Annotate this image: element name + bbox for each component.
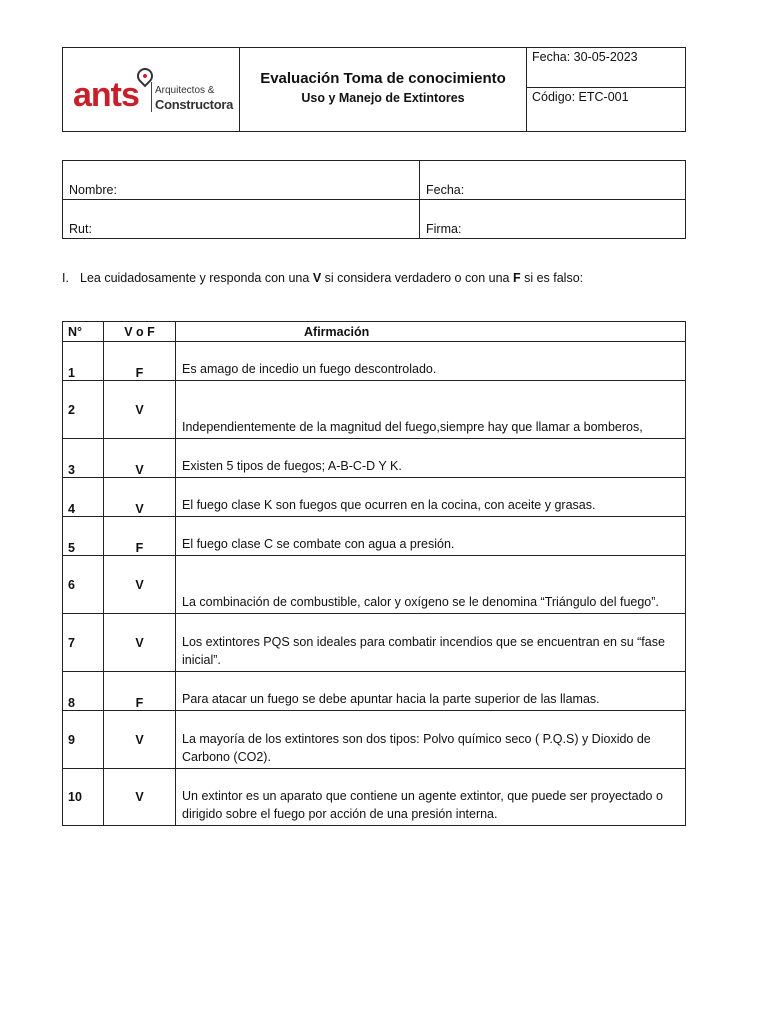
table-row xyxy=(63,342,686,381)
row-number: 9 xyxy=(63,711,104,769)
row-number: 1 xyxy=(63,342,104,381)
row-answer[interactable]: V xyxy=(104,769,176,826)
signature-field[interactable]: Firma: xyxy=(420,200,686,239)
document-subtitle: Uso y Manejo de Extintores xyxy=(301,91,465,105)
document-title: Evaluación Toma de conocimiento xyxy=(260,70,506,87)
row-answer[interactable]: V xyxy=(104,439,176,478)
table-row xyxy=(63,711,686,769)
row-answer[interactable]: V xyxy=(104,556,176,614)
row-statement: El fuego clase K son fuegos que ocurren en la cocina, con aceite y grasas. xyxy=(176,478,686,517)
company-logo xyxy=(73,68,233,118)
row-number: 10 xyxy=(63,769,104,826)
instruction-text-a: Lea cuidadosamente y responda con una xyxy=(80,271,313,285)
row-number: 5 xyxy=(63,517,104,556)
row-answer[interactable]: F xyxy=(104,517,176,556)
instruction-number: I. xyxy=(62,271,69,285)
row-number: 2 xyxy=(63,381,104,439)
student-info xyxy=(62,160,686,239)
row-number: 8 xyxy=(63,672,104,711)
header-statement: Afirmación xyxy=(176,322,686,342)
instruction-v: V xyxy=(312,271,322,285)
logo-brand: ants xyxy=(73,76,139,114)
table-row xyxy=(63,769,686,826)
row-statement: La combinación de combustible, calor y oxígeno se le denomina “Triángulo del fuego”. xyxy=(176,556,686,614)
row-statement: Los extintores PQS son ideales para combatir incendios que se encuentran en su “fase inicial”. xyxy=(176,614,686,672)
row-statement: La mayoría de los extintores son dos tipos: Polvo químico seco ( P.Q.S) y Dioxido de Carbono (CO2). xyxy=(176,711,686,769)
instruction-f: F xyxy=(512,271,521,285)
table-row xyxy=(63,556,686,614)
date-meta: Fecha: 30-05-2023 xyxy=(527,48,686,88)
title-cell xyxy=(240,48,527,132)
row-number: 6 xyxy=(63,556,104,614)
row-statement: Es amago de incedio un fuego descontrolado. xyxy=(176,342,686,381)
name-field[interactable]: Nombre: xyxy=(63,161,420,200)
row-answer[interactable]: V xyxy=(104,381,176,439)
header-vf: V o F xyxy=(104,322,176,342)
table-row xyxy=(63,614,686,672)
row-number: 4 xyxy=(63,478,104,517)
row-answer[interactable]: F xyxy=(104,342,176,381)
date-field[interactable]: Fecha: xyxy=(420,161,686,200)
rut-field[interactable]: Rut: xyxy=(63,200,420,239)
instruction xyxy=(62,271,583,285)
table-row xyxy=(63,517,686,556)
logo-line-1: Arquitectos & xyxy=(155,85,215,96)
row-answer[interactable]: V xyxy=(104,614,176,672)
row-statement: Independientemente de la magnitud del fuego,siempre hay que llamar a bomberos, xyxy=(176,381,686,439)
row-number: 3 xyxy=(63,439,104,478)
row-statement: Existen 5 tipos de fuegos; A-B-C-D Y K. xyxy=(176,439,686,478)
row-statement: Un extintor es un aparato que contiene un agente extintor, que puede ser proyectado o dirigido sobre el fuego por acción de una presión interna. xyxy=(176,769,686,826)
row-answer[interactable]: F xyxy=(104,672,176,711)
row-answer[interactable]: V xyxy=(104,478,176,517)
instruction-text-b: si considera verdadero o con una xyxy=(321,271,513,285)
logo-line-2: Constructora xyxy=(155,97,234,112)
table-row xyxy=(63,672,686,711)
code-meta: Código: ETC-001 xyxy=(527,88,686,132)
table-row xyxy=(63,478,686,517)
document-header xyxy=(62,47,686,132)
table-row xyxy=(63,381,686,439)
row-number: 7 xyxy=(63,614,104,672)
questions-table xyxy=(62,321,686,826)
row-answer[interactable]: V xyxy=(104,711,176,769)
row-statement: Para atacar un fuego se debe apuntar hacia la parte superior de las llamas. xyxy=(176,672,686,711)
row-statement: El fuego clase C se combate con agua a presión. xyxy=(176,517,686,556)
instruction-text-c: si es falso: xyxy=(520,271,584,285)
table-row xyxy=(63,439,686,478)
header-number: N° xyxy=(63,322,104,342)
logo-cell xyxy=(63,48,240,132)
